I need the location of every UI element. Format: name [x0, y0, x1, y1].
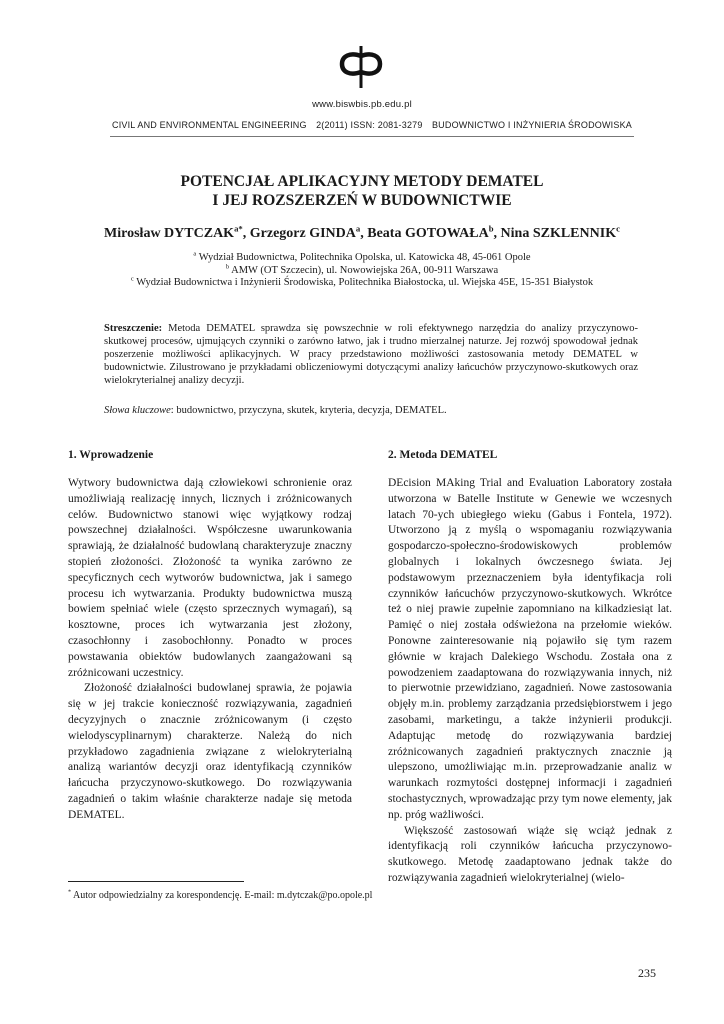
author-sep: , [493, 226, 501, 241]
affil-text: Wydział Budownictwa i Inżynierii Środowiska, Politechnika Białostocka, ul. Wiejska 45E, 15-351 Białystok [133, 277, 594, 288]
journal-url: www.biswbis.pb.edu.pl [312, 99, 412, 110]
author-affil-mark: b [488, 223, 494, 234]
abstract-label: Streszczenie: [104, 323, 163, 334]
paragraph: Wytwory budownictwa dają człowiekowi schronienie oraz umożliwiają realizację innych, licznych i zróżnicowanych celów. Budownictwo stanowi więc wyjątkowy rodzaj powszechnej działalności. Współczesne uwarunkowania sprawiają, że działalność budowlaną charakteryzuje znaczny stopień złożoności. Złożoność ta wynika zarówno ze specyficznych cech wytworów budownictwa, jak i samego procesu ich wytwarzania. Produkty budownictwa muszą bowiem spełniać wiele (często sprzecznych wymagań), są kosztowne, proces ich wytwarzania jest złożony, czasochłonny i zasobochłonny. Ponadto w proces powstawania obiektów budowlanych zaangażowani są zróżnicowani uczestnicy. [68, 477, 352, 679]
author-affil-mark: c [616, 223, 620, 234]
journal-name-en: CIVIL AND ENVIRONMENTAL ENGINEERING [112, 120, 307, 130]
author-affil-mark: a* [234, 223, 243, 234]
affil-mark: a [193, 250, 197, 258]
affiliation-line [0, 252, 724, 265]
affil-text: Wydział Budownictwa, Politechnika Opolska, ul. Katowicka 48, 45-061 Opole [196, 252, 531, 263]
author-affil-mark: a [355, 223, 361, 234]
university-logo [328, 42, 394, 90]
footnote-mark: * [68, 888, 72, 896]
footnote [68, 890, 372, 901]
paper-title [0, 172, 724, 210]
journal-issue: 2(2011) ISSN: 2081-3279 [316, 120, 423, 130]
affil-mark: c [130, 275, 134, 283]
abstract [104, 322, 638, 387]
keywords-text: : budownictwo, przyczyna, skutek, kryteria, decyzja, DEMATEL. [170, 405, 447, 416]
affiliation-line [0, 265, 724, 278]
page-number: 235 [638, 966, 656, 980]
journal-name-pl: BUDOWNICTWO I INŻYNIERIA ŚRODOWISKA [431, 120, 632, 130]
author-name: Beata GOTOWAŁA [367, 226, 489, 241]
author-sep: , [360, 226, 368, 241]
section-heading: 1. Wprowadzenie [68, 449, 154, 461]
abstract-text: Metoda DEMATEL sprawdza się powszechnie w roli efektywnego narzędzia do analizy przyczynowo-skutkowej procesów, ujmujących czynniki o zarówno łatwo, jak i trudno mierzalnej naturze. Jej rozwój spowodował jednak poszerzenie możliwości aplikacyjnych. W pracy przedstawiono możliwości zastosowania metody DEMATEL w budownictwie. Zilustrowano je przykładami obliczeniowymi dotyczącymi analizy łańcuchów przyczynowo-skutkowych oraz wielokryterialnej analizy decyzji. [104, 323, 638, 386]
author-name: Nina SZKLENNIK [500, 226, 617, 241]
author-list [0, 223, 724, 242]
footnote-rule [68, 881, 244, 882]
paragraph: DEcision MAking Trial and Evaluation Laboratory została utworzona w Batelle Institute w Genewie we wczesnych latach 70-ych ubiegłego wieku (Gabus i Fontela, 1972). Utworzono ją z myślą o wspomaganiu rozwiązywania gospodarczo-społeczno-środowiskowych problemów globalnych i lokalnych ówczesnego świata. Jej podstawowym przeznaczeniem była identyfikacja roli czynników łańcuchów przyczynowo-skutkowych. Wkrótce też o niej prawie zupełnie zapomniano na kilkadziesiąt lat. Pamięć o niej została odświeżona na przełomie wieków. Ponowne zainteresowanie nią pojawiło się tym razem głównie w krajach Dalekiego Wschodu. Została ona z powodzeniem zaadaptowana do rozwiązywania innych, niż to pierwotnie przewidziano, zagadnień. Nowe zastosowania objęły m.in. problemy zarządzania przedsiębiorstwem i jego zasobami, marketingu, a także inżynierii produkcji. Adaptując metodę do rozwiązywania bardziej zróżnicowanych zagadnień praktycznych znacznie ją ulepszono, umożliwiając m.in. przeprowadzanie analiz w warunkach rozmytości dostępnej informacji i zagadnień stochastycznych, wprowadzając przy tym nowe elementy, jak np. próg ważliwości. [388, 477, 672, 821]
footnote-text: Autor odpowiedzialny za korespondencję. E-mail: m.dytczak@po.opole.pl [71, 890, 373, 901]
author-sep: , [242, 226, 250, 241]
title-line-2: I JEJ ROZSZERZEŃ W BUDOWNICTWIE [212, 192, 512, 209]
affil-mark: b [225, 263, 230, 270]
right-column [388, 448, 672, 887]
keywords-label: Słowa kluczowe [104, 405, 171, 416]
title-line-1: POTENCJAŁ APLIKACYJNY METODY DEMATEL [180, 173, 544, 190]
keywords [104, 404, 638, 417]
section-heading: 2. Metoda DEMATEL [388, 449, 498, 461]
affiliations [0, 252, 724, 290]
paragraph: Złożoność działalności budowlanej sprawia, że pojawia się w jej trakcie konieczność rozwiązywania, zagadnień decyzyjnych o znacznie zróżnicowanym (i często wielodyscyplinarnym) charakterze. Należą do nich przykładowo zagadnienia związane z wielokryterialną analizą wariantów decyzji oraz identyfikacją czynników łańcucha przyczynowo-skutkowego. Do rozwiązywania zagadnień o takim właśnie charakterze nadaje się metoda DEMATEL. [68, 682, 352, 821]
paragraph: Większość zastosowań wiąże się wciąż jednak z identyfikacją roli czynników łańcucha przyczynowo-skutkowego. Metodę zaadaptowano jednak także do rozwiązywania zagadnień wielokryterialnej (wielo- [388, 824, 672, 884]
left-column [68, 448, 352, 824]
affil-text: AMW (OT Szczecin), ul. Nowowiejska 26A, 00-911 Warszawa [229, 264, 499, 276]
author-name: Mirosław DYTCZAK [104, 226, 235, 241]
affiliation-line [0, 277, 724, 290]
author-name: Grzegorz GINDA [249, 226, 356, 241]
journal-header [112, 120, 632, 130]
header-rule [110, 136, 634, 137]
